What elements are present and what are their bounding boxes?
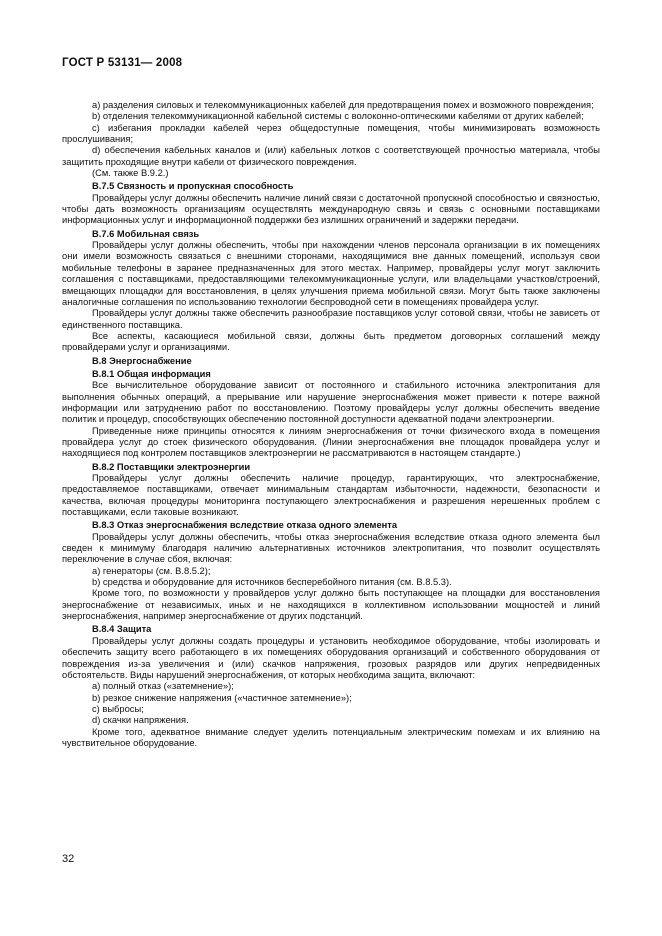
section-heading: В.8.1 Общая информация bbox=[92, 368, 211, 379]
paragraph: Все вычислительное оборудование зависит от постоянного и стабильного источника электропитания для выполнения обычных операций, а прерывание или нарушение энергоснабжения может привести к потере важной информации или затруднению работ по восстановлению. Поэтому провайдеры услуг должны обеспечить введение политик и процедур, способствующих обеспечению постоянной доступности адекватной подачи электроэнергии. bbox=[62, 380, 600, 425]
paragraph: Приведенные ниже принципы относятся к линиям энергоснабжения от точки физического входа в помещения провайдера услуг до стоек физического оборудования. (Линии энергоснабжения вне площадок провайдера услуг и находящиеся под контролем поставщиков электроэнергии не рассматриваются в настоящем стандарте.) bbox=[62, 425, 600, 459]
paragraph: a) разделения силовых и телекоммуникационных кабелей для предотвращения помех и возможного повреждения; bbox=[92, 100, 594, 110]
paragraph: d) скачки напряжения. bbox=[92, 715, 189, 726]
paragraph: Провайдеры услуг должны обеспечить наличие линий связи с достаточной пропускной способностью и связностью, чтобы дать возможность организациям осуществлять международную связь и связь с основными поставщиками информационных услуг и информационной поддержки без излишних ограничений и задержки передачи. bbox=[62, 192, 600, 226]
paragraph: b) отделения телекоммуникационной кабельной системы с волоконно-оптическими кабелями от других кабелей; bbox=[92, 111, 584, 122]
section-heading: В.8.2 Поставщики электроэнергии bbox=[92, 461, 251, 472]
paragraph: Кроме того, адекватное внимание следует уделить потенциальным электрическим помехам и их влиянию на чувствительное оборудование. bbox=[62, 726, 600, 748]
page-number: 32 bbox=[62, 853, 75, 865]
section-heading: В.8.3 Отказ энергоснабжения вследствие отказа одного элемента bbox=[92, 520, 398, 531]
section-heading: В.8 Энергоснабжение bbox=[92, 355, 192, 366]
section-heading: В.7.5 Связность и пропускная способность bbox=[92, 181, 294, 192]
paragraph: Провайдеры услуг должны обеспечить наличие процедур, гарантирующих, что электроснабжение, предоставляемое поставщиками, отвечает минимальным стандартам избыточности, надежности, безопасности и качества, включая процедуры мониторинга поступающего электроснабжения и разрешения нерешенных проблем с поставщиками, если таковые возникают. bbox=[62, 473, 600, 518]
paragraph: Провайдеры услуг должны обеспечить, чтобы отказ энергоснабжения вследствие отказа одного элемента был сведен к минимуму благодаря наличию альтернативных источников электропитания, что позволит осуществлять переключение в случае сбоя, включая: bbox=[62, 531, 600, 565]
paragraph: а) полный отказ («затемнение»); bbox=[92, 681, 234, 692]
paragraph: (См. также В.9.2.) bbox=[92, 168, 169, 179]
section-heading: В.8.4 Защита bbox=[92, 624, 152, 635]
document-body bbox=[62, 100, 600, 749]
section-heading: В.7.6 Мобильная связь bbox=[92, 228, 200, 239]
paragraph: b) средства и оборудование для источников бесперебойного питания (см. В.8.5.3). bbox=[92, 577, 452, 588]
paragraph: c) избегания прокладки кабелей через общедоступные помещения, чтобы минимизировать возможность прослушивания; bbox=[62, 122, 600, 145]
paragraph: Провайдеры услуг должны обеспечить, чтобы при нахождении членов персонала организации в их помещениях они имели возможность связаться с внешними сторонами, находящимися вне данных помещений, используя свои мобильные телефоны в заранее предназначенных для этого местах. Например, провайдеры услуг могут заключить соглашения с поставщиками, предоставляющими телекоммуникационные услуги, или владельцами участков/строений, вмещающих площадки для восстановления, в целях улучшения приема мобильной связи. Могут быть также заключены аналогичные соглашения по использованию технологии беспроводной сети в помещениях провайдера услуг. bbox=[62, 240, 600, 307]
paragraph: c) выбросы; bbox=[92, 703, 144, 714]
paragraph: Провайдеры услуг должны создать процедуры и установить необходимое оборудование, чтобы изолировать и обеспечить защиту всего работающего в их помещениях оборудования организаций и собственного оборудования от повреждения из-за увеличения и (или) скачков напряжения, грозовых разрядов или других непредвиденных обстоятельств. Виды нарушений энергоснабжения, от которых необходима защита, включают: bbox=[62, 635, 600, 680]
document-header: ГОСТ Р 53131— 2008 bbox=[62, 57, 183, 69]
paragraph: а) генераторы (см. В.8.5.2); bbox=[92, 565, 211, 576]
paragraph: Кроме того, по возможности у провайдеров услуг должно быть поступающее на площадки для восстановления энергоснабжение от независимых, иных и не находящихся в коллективном использовании мощностей и линий энергоснабжения, например энергоснабжение от других подстанций. bbox=[62, 588, 600, 622]
paragraph: b) резкое снижение напряжения («частичное затемнение»); bbox=[92, 692, 352, 703]
paragraph: Все аспекты, касающиеся мобильной связи, должны быть предметом договорных соглашений между провайдерами услуг и организациями. bbox=[62, 330, 600, 353]
paragraph: d) обеспечения кабельных каналов и (или) кабельных лотков с соответствующей прочностью материала, чтобы защитить проходящие внутри кабели от физического повреждения. bbox=[62, 145, 600, 167]
paragraph: Провайдеры услуг должны также обеспечить разнообразие поставщиков услуг сотовой связи, чтобы не зависеть от единственного поставщика. bbox=[62, 308, 600, 330]
